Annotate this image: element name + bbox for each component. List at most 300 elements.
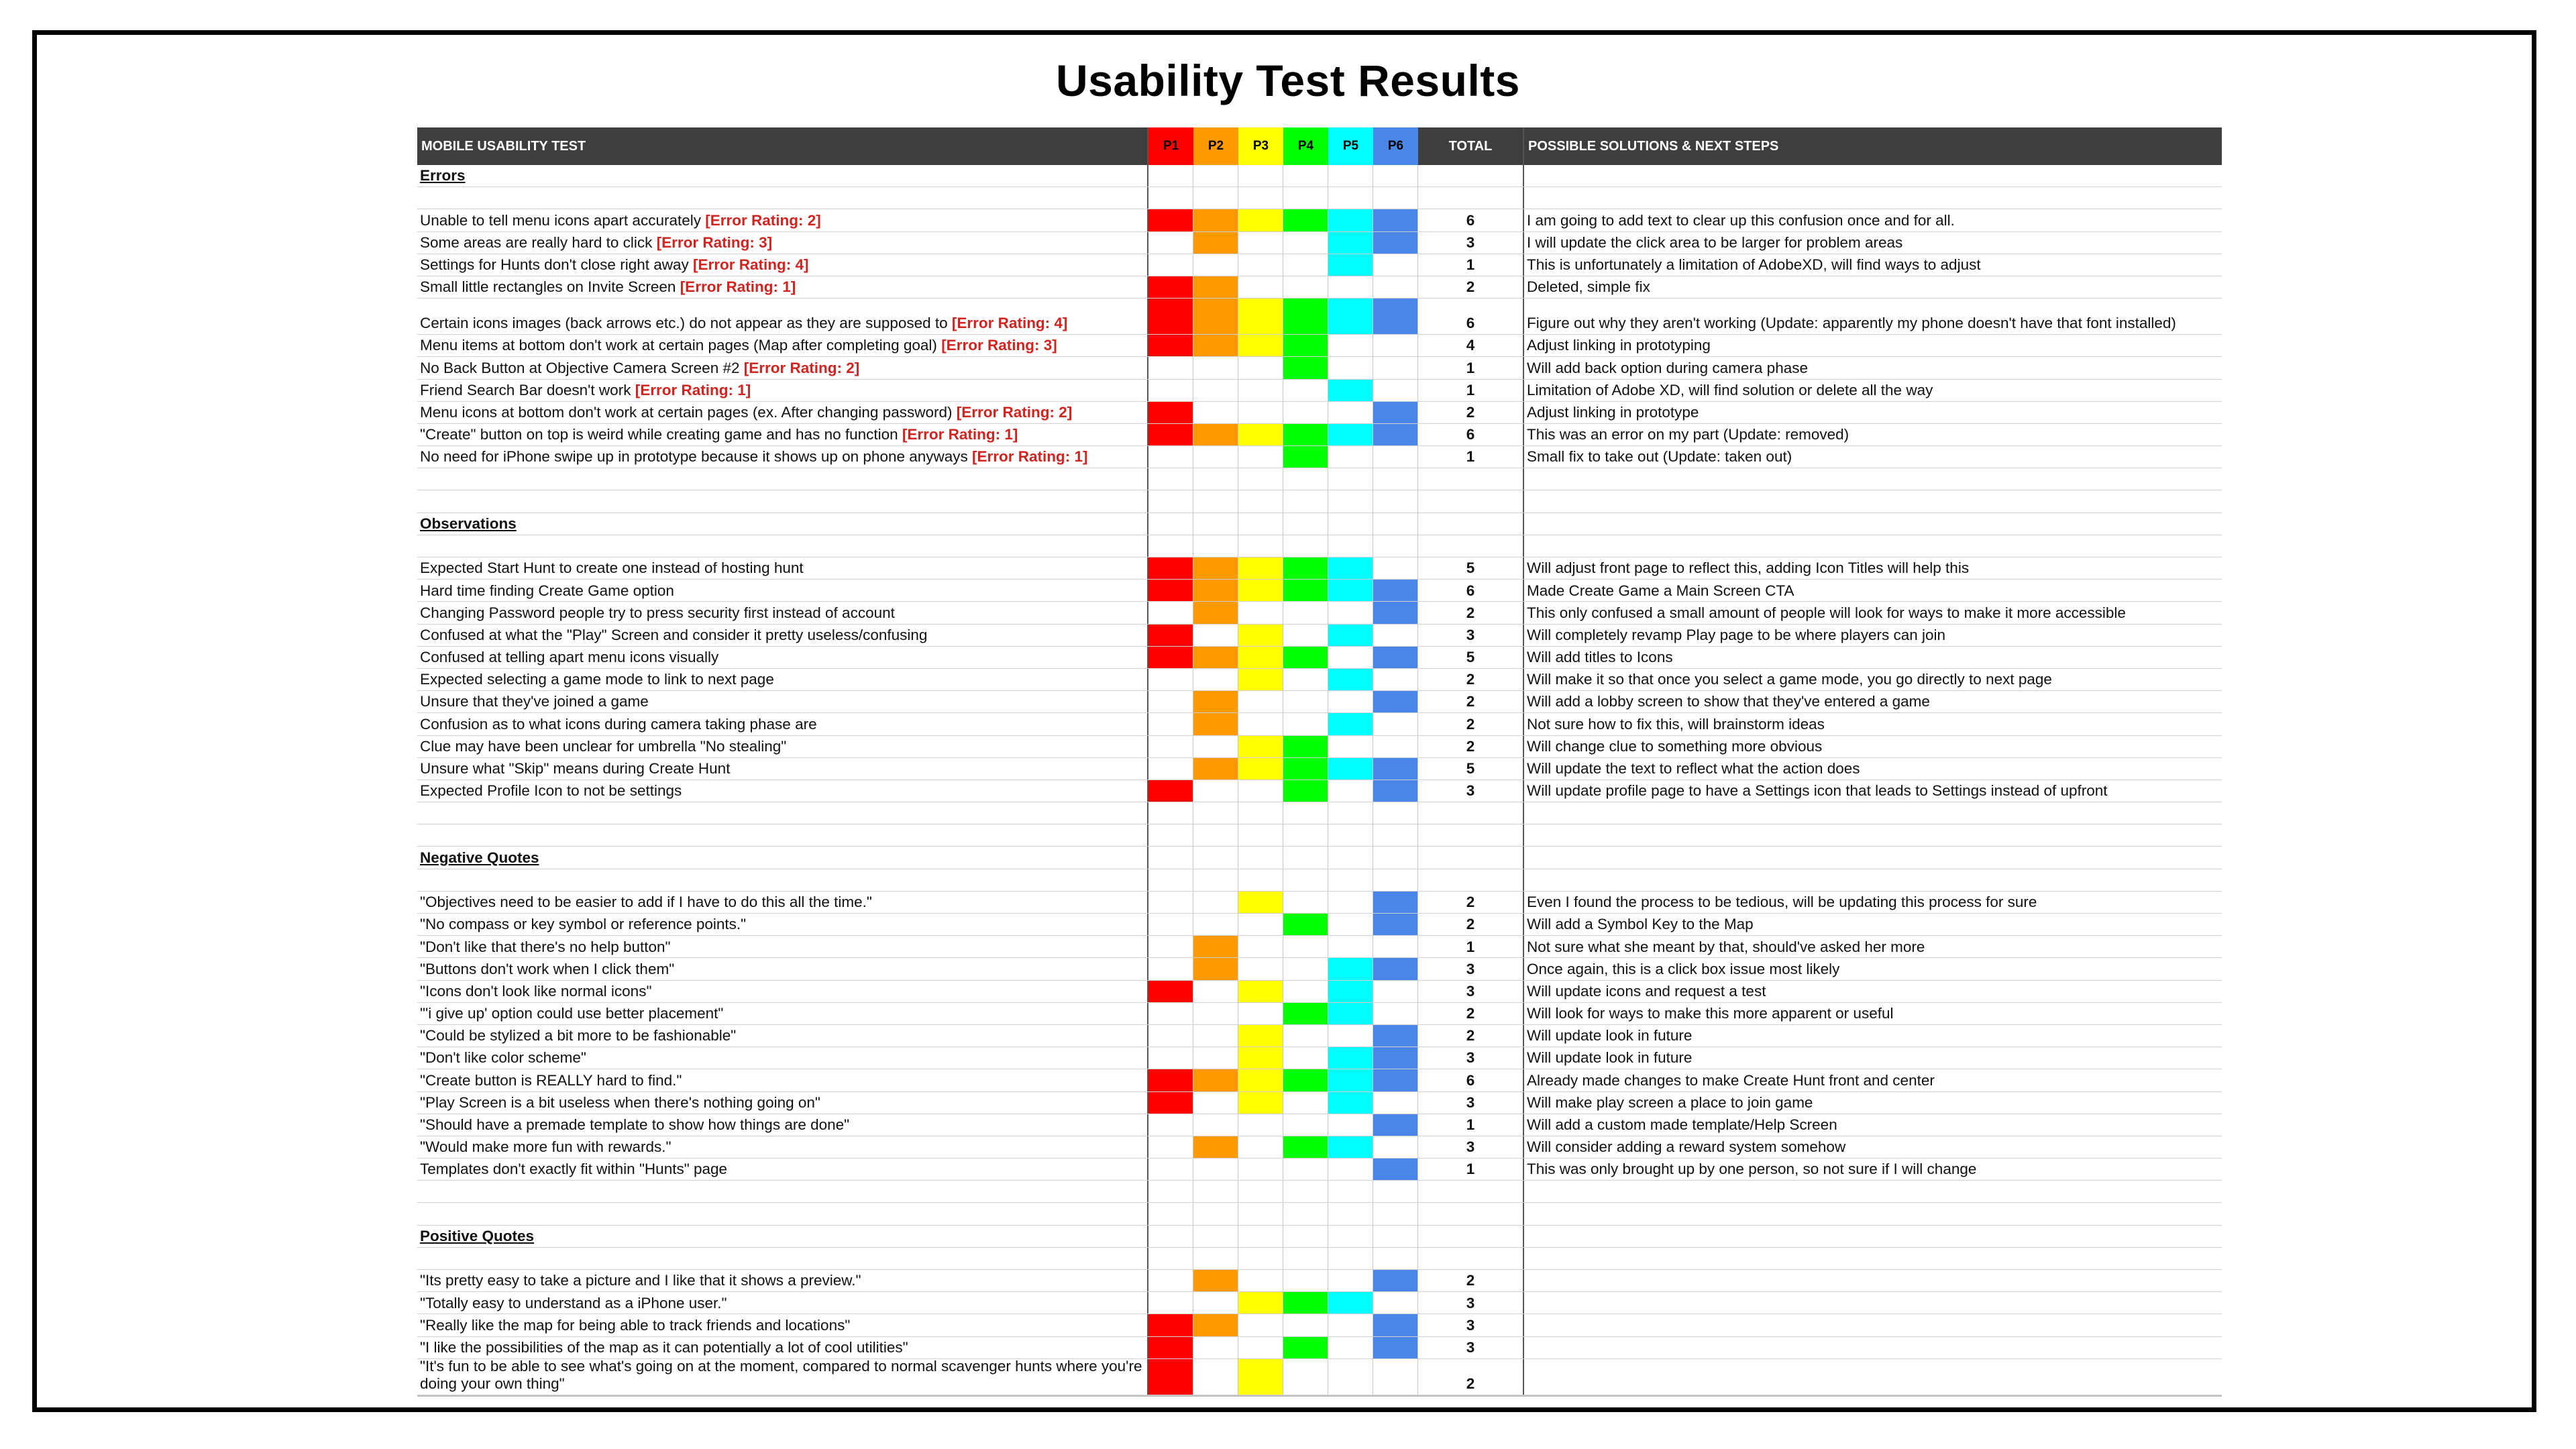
participant-cell-p2 <box>1193 1069 1238 1091</box>
participant-cell-p6 <box>1373 1025 1418 1046</box>
solution-cell: Will make it so that once you select a game mode, you go directly to next page <box>1527 671 2052 688</box>
error-rating: [Error Rating: 1] <box>972 448 1088 466</box>
total-cell: 3 <box>1418 780 1524 802</box>
participant-cell-p2 <box>1193 580 1238 601</box>
header-p4: P4 <box>1283 127 1328 165</box>
solution-cell: Even I found the process to be tedious, will be updating this process for sure <box>1527 894 2037 911</box>
solution-cell: This is unfortunately a limitation of AdobeXD, will find ways to adjust <box>1527 256 1981 274</box>
item-text-wrap <box>420 716 817 733</box>
participant-cell-p4 <box>1283 513 1328 535</box>
total-cell: 3 <box>1418 232 1524 254</box>
empty-cell <box>417 824 1148 846</box>
solution-cell: Will update look in future <box>1527 1049 1693 1067</box>
participant-cell-p6 <box>1373 981 1418 1002</box>
item-cell <box>417 647 1148 668</box>
participant-cell-p5 <box>1328 1203 1373 1224</box>
participant-cell-p1 <box>1148 1203 1193 1224</box>
participant-cell-p6 <box>1373 824 1418 846</box>
item-text: Friend Search Bar doesn't work <box>420 381 635 398</box>
header-total: TOTAL <box>1418 127 1524 165</box>
participant-cell-p5 <box>1328 187 1373 209</box>
participant-cell-p1 <box>1148 1314 1193 1336</box>
header-item: MOBILE USABILITY TEST <box>417 127 1148 165</box>
item-text: No need for iPhone swipe up in prototype because it shows up on phone anyways <box>420 448 973 466</box>
participant-cell-p4 <box>1283 1248 1328 1269</box>
participant-cell-p1 <box>1148 299 1193 334</box>
solution-cell <box>1524 1248 2222 1269</box>
table-header <box>417 127 2222 165</box>
total-cell: 6 <box>1418 424 1524 445</box>
table-row <box>417 758 2222 780</box>
participant-cell-p2 <box>1193 892 1238 913</box>
item-text-wrap <box>420 426 1018 443</box>
item-text-wrap <box>420 738 786 755</box>
empty-cell <box>417 490 1148 512</box>
error-rating: [Error Rating: 2] <box>743 359 860 376</box>
total-cell <box>1418 824 1524 846</box>
participant-cell-p4 <box>1283 1092 1328 1114</box>
participant-cell-p1 <box>1148 1069 1193 1091</box>
participant-cell-p2 <box>1193 1226 1238 1247</box>
section-title <box>417 513 1148 535</box>
participant-cell-p2 <box>1193 869 1238 891</box>
item-cell <box>417 1047 1148 1069</box>
participant-cell-p2 <box>1193 424 1238 445</box>
section-row <box>417 847 2222 869</box>
total-cell <box>1418 535 1524 557</box>
empty-cell <box>417 1181 1148 1202</box>
item-text-wrap <box>420 1339 908 1356</box>
solution-cell: This was an error on my part (Update: removed) <box>1527 426 1849 443</box>
participant-cell-p3 <box>1238 802 1283 824</box>
participant-cell-p1 <box>1148 187 1193 209</box>
header-p6: P6 <box>1373 127 1418 165</box>
table-row <box>417 1025 2222 1047</box>
participant-cell-p4 <box>1283 209 1328 231</box>
item-text-wrap <box>420 627 927 644</box>
participant-cell-p3 <box>1238 580 1283 601</box>
participant-cell-p5 <box>1328 1159 1373 1180</box>
participant-cell-p6 <box>1373 557 1418 579</box>
item-cell <box>417 1003 1148 1024</box>
participant-cell-p6 <box>1373 1136 1418 1158</box>
participant-cell-p2 <box>1193 713 1238 735</box>
solution-cell: Will update icons and request a test <box>1527 982 1766 1000</box>
table-row <box>417 380 2222 402</box>
participant-cell-p1 <box>1148 869 1193 891</box>
item-cell <box>417 446 1148 468</box>
participant-cell-p1 <box>1148 1025 1193 1046</box>
participant-cell-p3 <box>1238 758 1283 780</box>
participant-cell-p1 <box>1148 1181 1193 1202</box>
total-cell: 3 <box>1418 1047 1524 1069</box>
participant-cell-p5 <box>1328 165 1373 186</box>
item-text: Hard time finding Create Game option <box>420 582 674 599</box>
item-text-wrap <box>420 604 895 622</box>
participant-cell-p3 <box>1238 1092 1283 1114</box>
participant-cell-p1 <box>1148 1337 1193 1358</box>
participant-cell-p4 <box>1283 736 1328 757</box>
participant-cell-p1 <box>1148 335 1193 356</box>
page-title: Usability Test Results <box>1056 56 1520 105</box>
participant-cell-p5 <box>1328 869 1373 891</box>
participant-cell-p4 <box>1283 299 1328 334</box>
participant-cell-p4 <box>1283 892 1328 913</box>
table-row <box>417 892 2222 914</box>
participant-cell-p3 <box>1238 669 1283 690</box>
table-row <box>417 276 2222 299</box>
item-text: Confused at what the "Play" Screen and consider it pretty useless/confusing <box>420 626 928 643</box>
solution-cell: Will adjust front page to reflect this, adding Icon Titles will help this <box>1527 559 1970 577</box>
participant-cell-p6 <box>1373 869 1418 891</box>
header-p1: P1 <box>1148 127 1193 165</box>
total-cell: 3 <box>1418 625 1524 646</box>
participant-cell-p6 <box>1373 780 1418 802</box>
participant-cell-p5 <box>1328 602 1373 623</box>
participant-cell-p5 <box>1328 824 1373 846</box>
participant-cell-p4 <box>1283 869 1328 891</box>
participant-cell-p4 <box>1283 1025 1328 1046</box>
table-row <box>417 1314 2222 1336</box>
participant-cell-p1 <box>1148 958 1193 979</box>
total-cell: 2 <box>1418 1003 1524 1024</box>
error-rating: [Error Rating: 2] <box>956 404 1073 421</box>
item-text: "Should have a premade template to show how things are done" <box>420 1116 850 1133</box>
item-text-wrap <box>420 760 730 777</box>
total-cell: 3 <box>1418 981 1524 1002</box>
participant-cell-p2 <box>1193 1203 1238 1224</box>
empty-cell <box>417 869 1148 891</box>
participant-cell-p6 <box>1373 847 1418 868</box>
participant-cell-p3 <box>1238 1270 1283 1291</box>
participant-cell-p1 <box>1148 1092 1193 1114</box>
item-cell <box>417 691 1148 712</box>
solution-cell <box>1524 1314 2222 1336</box>
participant-cell-p4 <box>1283 1003 1328 1024</box>
item-text-wrap <box>420 1072 682 1089</box>
participant-cell-p4 <box>1283 1159 1328 1180</box>
item-text-wrap <box>420 938 671 956</box>
total-cell: 2 <box>1418 713 1524 735</box>
participant-cell-p1 <box>1148 669 1193 690</box>
participant-cell-p1 <box>1148 535 1193 557</box>
participant-cell-p6 <box>1373 802 1418 824</box>
item-text-wrap <box>420 671 774 688</box>
solution-cell: Will consider adding a reward system somehow <box>1527 1138 1846 1156</box>
item-text-wrap <box>420 1272 861 1289</box>
empty-cell <box>417 468 1148 490</box>
solution-cell: Will add a custom made template/Help Screen <box>1527 1116 1837 1133</box>
participant-cell-p5 <box>1328 691 1373 712</box>
participant-cell-p6 <box>1373 758 1418 780</box>
total-cell: 2 <box>1418 892 1524 913</box>
participant-cell-p2 <box>1193 758 1238 780</box>
participant-cell-p3 <box>1238 647 1283 668</box>
participant-cell-p5 <box>1328 1092 1373 1114</box>
participant-cell-p1 <box>1148 1248 1193 1269</box>
participant-cell-p3 <box>1238 892 1283 913</box>
table-row <box>417 1003 2222 1025</box>
solution-cell: Will look for ways to make this more apparent or useful <box>1527 1005 1894 1022</box>
item-text-wrap <box>420 382 751 399</box>
total-cell: 2 <box>1418 736 1524 757</box>
participant-cell-p5 <box>1328 276 1373 298</box>
item-text-wrap <box>420 1295 727 1312</box>
participant-cell-p2 <box>1193 490 1238 512</box>
participant-cell-p4 <box>1283 936 1328 957</box>
table-row <box>417 446 2222 468</box>
participant-cell-p4 <box>1283 446 1328 468</box>
participant-cell-p2 <box>1193 232 1238 254</box>
solution-cell: Will add a lobby screen to show that they've entered a game <box>1527 693 1930 710</box>
participant-cell-p3 <box>1238 299 1283 334</box>
item-text-wrap <box>420 1161 727 1178</box>
item-text-wrap <box>420 961 674 978</box>
item-text-wrap <box>420 1094 820 1112</box>
participant-cell-p6 <box>1373 402 1418 423</box>
participant-cell-p6 <box>1373 209 1418 231</box>
participant-cell-p3 <box>1238 1203 1283 1224</box>
item-cell <box>417 669 1148 690</box>
item-cell <box>417 1114 1148 1136</box>
solution-cell: I am going to add text to clear up this confusion once and for all. <box>1527 211 1955 229</box>
participant-cell-p3 <box>1238 1292 1283 1313</box>
participant-cell-p6 <box>1373 647 1418 668</box>
participant-cell-p4 <box>1283 1359 1328 1395</box>
participant-cell-p5 <box>1328 1181 1373 1202</box>
participant-cell-p4 <box>1283 1114 1328 1136</box>
participant-cell-p6 <box>1373 254 1418 276</box>
item-text-wrap <box>420 360 859 377</box>
participant-cell-p3 <box>1238 1114 1283 1136</box>
participant-cell-p5 <box>1328 981 1373 1002</box>
total-cell: 1 <box>1418 1114 1524 1136</box>
total-cell: 2 <box>1418 691 1524 712</box>
table-row <box>417 1359 2222 1395</box>
participant-cell-p6 <box>1373 187 1418 209</box>
participant-cell-p2 <box>1193 1270 1238 1291</box>
participant-cell-p4 <box>1283 402 1328 423</box>
table-row <box>417 1270 2222 1292</box>
item-text: "It's fun to be able to see what's going on at the moment, compared to normal scavenger hunts where you're doing your own thing" <box>420 1358 1146 1392</box>
table-row <box>417 357 2222 379</box>
participant-cell-p4 <box>1283 1203 1328 1224</box>
error-rating: [Error Rating: 3] <box>941 337 1057 354</box>
participant-cell-p3 <box>1238 1003 1283 1024</box>
participant-cell-p6 <box>1373 625 1418 646</box>
participant-cell-p4 <box>1283 1337 1328 1358</box>
table-row <box>417 1292 2222 1314</box>
participant-cell-p6 <box>1373 1181 1418 1202</box>
participant-cell-p4 <box>1283 1069 1328 1091</box>
item-cell <box>417 209 1148 231</box>
participant-cell-p4 <box>1283 802 1328 824</box>
item-text: "Play Screen is a bit useless when there's nothing going on" <box>420 1093 820 1111</box>
participant-cell-p3 <box>1238 713 1283 735</box>
participant-cell-p5 <box>1328 647 1373 668</box>
item-cell <box>417 1136 1148 1158</box>
solution-cell <box>1524 468 2222 490</box>
participant-cell-p6 <box>1373 1203 1418 1224</box>
solution-cell <box>1524 1270 2222 1291</box>
participant-cell-p6 <box>1373 1337 1418 1358</box>
participant-cell-p6 <box>1373 1270 1418 1291</box>
item-cell <box>417 625 1148 646</box>
participant-cell-p5 <box>1328 209 1373 231</box>
solution-cell: Will update profile page to have a Settings icon that leads to Settings instead of upfront <box>1527 782 2108 800</box>
participant-cell-p6 <box>1373 232 1418 254</box>
solution-cell: Adjust linking in prototyping <box>1527 337 1711 354</box>
participant-cell-p1 <box>1148 1047 1193 1069</box>
participant-cell-p4 <box>1283 165 1328 186</box>
section-title-text: Negative Quotes <box>420 849 539 866</box>
item-text-wrap <box>420 234 772 252</box>
item-text: Expected Start Hunt to create one instead of hosting hunt <box>420 559 804 577</box>
item-text-wrap <box>420 1027 736 1044</box>
solution-cell <box>1524 1181 2222 1202</box>
participant-cell-p2 <box>1193 276 1238 298</box>
item-text: Certain icons images (back arrows etc.) do not appear as they are supposed to <box>420 315 952 332</box>
total-cell: 3 <box>1418 1337 1524 1358</box>
item-cell <box>417 232 1148 254</box>
item-cell <box>417 758 1148 780</box>
item-text-wrap <box>420 693 649 710</box>
participant-cell-p5 <box>1328 669 1373 690</box>
participant-cell-p2 <box>1193 736 1238 757</box>
item-cell <box>417 602 1148 623</box>
solution-cell <box>1524 187 2222 209</box>
participant-cell-p1 <box>1148 802 1193 824</box>
participant-cell-p6 <box>1373 914 1418 935</box>
participant-cell-p4 <box>1283 691 1328 712</box>
participant-cell-p3 <box>1238 209 1283 231</box>
participant-cell-p5 <box>1328 232 1373 254</box>
participant-cell-p2 <box>1193 1136 1238 1158</box>
participant-cell-p1 <box>1148 490 1193 512</box>
table-row <box>417 647 2222 669</box>
participant-cell-p4 <box>1283 602 1328 623</box>
participant-cell-p3 <box>1238 1069 1283 1091</box>
total-cell <box>1418 869 1524 891</box>
empty-cell <box>417 1203 1148 1224</box>
participant-cell-p3 <box>1238 424 1283 445</box>
participant-cell-p6 <box>1373 424 1418 445</box>
total-cell: 2 <box>1418 669 1524 690</box>
table-row <box>417 402 2222 424</box>
item-text-wrap <box>420 916 746 933</box>
participant-cell-p3 <box>1238 1025 1283 1046</box>
participant-cell-p3 <box>1238 1314 1283 1336</box>
participant-cell-p3 <box>1238 1337 1283 1358</box>
participant-cell-p2 <box>1193 1359 1238 1395</box>
item-text: "Icons don't look like normal icons" <box>420 982 652 1000</box>
participant-cell-p2 <box>1193 602 1238 623</box>
participant-cell-p2 <box>1193 1292 1238 1313</box>
solution-cell <box>1524 1226 2222 1247</box>
participant-cell-p2 <box>1193 402 1238 423</box>
participant-cell-p4 <box>1283 357 1328 378</box>
item-text-wrap <box>420 1005 723 1022</box>
item-cell <box>417 299 1148 334</box>
participant-cell-p3 <box>1238 958 1283 979</box>
participant-cell-p2 <box>1193 209 1238 231</box>
solution-cell <box>1524 869 2222 891</box>
participant-cell-p3 <box>1238 847 1283 868</box>
item-text-wrap <box>420 404 1072 421</box>
participant-cell-p1 <box>1148 736 1193 757</box>
participant-cell-p5 <box>1328 736 1373 757</box>
solution-cell: This was only brought up by one person, so not sure if I will change <box>1527 1161 1977 1178</box>
item-text: Small little rectangles on Invite Screen <box>420 278 680 296</box>
item-cell <box>417 1092 1148 1114</box>
participant-cell-p3 <box>1238 1248 1283 1269</box>
results-table <box>417 127 2222 1397</box>
item-text: "'i give up' option could use better placement" <box>420 1005 724 1022</box>
solution-cell <box>1524 847 2222 868</box>
blank-row <box>417 468 2222 490</box>
participant-cell-p5 <box>1328 1069 1373 1091</box>
solution-cell: Will add a Symbol Key to the Map <box>1527 916 1754 933</box>
table-row <box>417 1337 2222 1359</box>
header-solutions: POSSIBLE SOLUTIONS & NEXT STEPS <box>1528 138 1779 154</box>
participant-cell-p6 <box>1373 936 1418 957</box>
participant-cell-p1 <box>1148 1359 1193 1395</box>
participant-cell-p6 <box>1373 1226 1418 1247</box>
table-row <box>417 424 2222 446</box>
participant-cell-p3 <box>1238 380 1283 401</box>
participant-cell-p3 <box>1238 557 1283 579</box>
section-title-text: Observations <box>420 515 517 532</box>
participant-cell-p6 <box>1373 535 1418 557</box>
solution-cell: Figure out why they aren't working (Update: apparently my phone doesn't have that font installed) <box>1527 315 2176 332</box>
error-rating: [Error Rating: 4] <box>693 256 809 274</box>
participant-cell-p6 <box>1373 468 1418 490</box>
table-row <box>417 299 2222 335</box>
participant-cell-p1 <box>1148 380 1193 401</box>
participant-cell-p5 <box>1328 1270 1373 1291</box>
participant-cell-p3 <box>1238 1181 1283 1202</box>
participant-cell-p3 <box>1238 357 1283 378</box>
section-row <box>417 513 2222 535</box>
participant-cell-p6 <box>1373 357 1418 378</box>
participant-cell-p5 <box>1328 380 1373 401</box>
item-cell <box>417 357 1148 378</box>
participant-cell-p3 <box>1238 187 1283 209</box>
total-cell: 1 <box>1418 357 1524 378</box>
participant-cell-p5 <box>1328 713 1373 735</box>
item-text: "Really like the map for being able to track friends and locations" <box>420 1316 851 1334</box>
participant-cell-p4 <box>1283 187 1328 209</box>
item-text-wrap <box>420 256 809 274</box>
item-text: Expected selecting a game mode to link to next page <box>420 671 774 688</box>
table-row <box>417 254 2222 276</box>
header-p5: P5 <box>1328 127 1373 165</box>
total-cell <box>1418 165 1524 186</box>
blank-row <box>417 802 2222 824</box>
participant-cell-p5 <box>1328 1359 1373 1395</box>
section-title <box>417 847 1148 868</box>
participant-cell-p2 <box>1193 357 1238 378</box>
table-row <box>417 914 2222 936</box>
blank-row <box>417 1248 2222 1270</box>
participant-cell-p2 <box>1193 1159 1238 1180</box>
item-text: "Don't like color scheme" <box>420 1049 586 1067</box>
solution-cell <box>1524 1292 2222 1313</box>
participant-cell-p5 <box>1328 1136 1373 1158</box>
participant-cell-p3 <box>1238 535 1283 557</box>
empty-cell <box>417 187 1148 209</box>
participant-cell-p5 <box>1328 892 1373 913</box>
